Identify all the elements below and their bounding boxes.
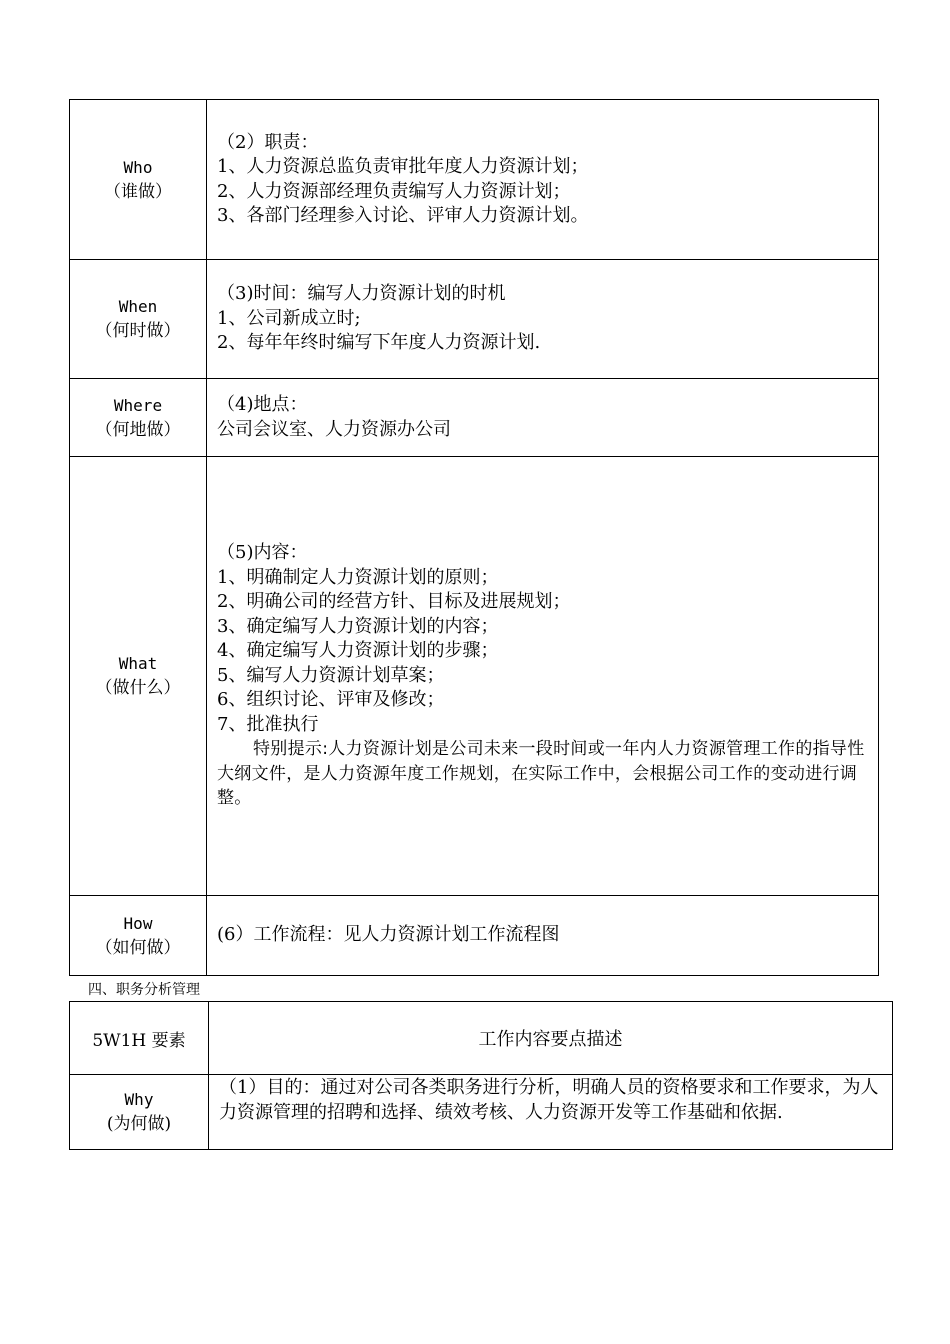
- content-line: （3)时间：编写人力资源计划的时机: [217, 283, 506, 305]
- row-label-what: [70, 457, 207, 896]
- content-line: 公司会议室、人力资源办公司: [217, 418, 451, 440]
- special-note: 特别提示:人力资源计划是公司未来一段时间或一年内人力资源管理工作的指导性大纲文件，是人力资源年度工作规划，在实际工作中，会根据公司工作的变动进行调整。: [217, 739, 865, 809]
- content-line: 3、各部门经理参入讨论、评审人力资源计划。: [217, 205, 589, 226]
- row-content-how: [207, 896, 879, 976]
- content-line: 2、人力资源部经理负责编写人力资源计划；: [217, 180, 571, 202]
- content-line: 1、人力资源总监负责审批年度人力资源计划；: [217, 156, 589, 177]
- label-en: What: [118, 654, 158, 673]
- label-en: How: [123, 913, 153, 933]
- row-label-where: [70, 379, 207, 457]
- row-label-why: [70, 1075, 209, 1150]
- header-element-column: 5W1H 要素: [70, 1002, 209, 1075]
- label-en: When: [118, 297, 158, 316]
- table-row-what: [70, 457, 879, 896]
- row-label-how: [70, 896, 207, 976]
- content-line: 6、组织讨论、评审及修改；: [217, 689, 445, 711]
- content-line: 4、确定编写人力资源计划的步骤；: [217, 640, 499, 662]
- content-line: （4)地点：: [217, 394, 308, 415]
- row-content-where: [207, 379, 879, 457]
- label-zh: （如何做）: [95, 937, 181, 958]
- label-zh: （谁做）: [104, 181, 172, 202]
- content-line: （2）职责：: [217, 131, 319, 153]
- content-line: （5)内容：: [217, 542, 308, 564]
- content-line: 2、明确公司的经营方针、目标及进展规划；: [217, 591, 571, 613]
- content-line: 3、确定编写人力资源计划的内容；: [217, 615, 499, 637]
- label-zh: (为何做): [106, 1114, 172, 1134]
- content-line: 2、每年年终时编写下年度人力资源计划.: [217, 332, 541, 354]
- row-content-who: [207, 100, 879, 260]
- content-line: 5、编写人力资源计划草案；: [217, 664, 445, 686]
- table-row-why: [70, 1075, 893, 1150]
- row-label-who: [70, 100, 207, 260]
- label-en: Who: [123, 157, 153, 177]
- table-header-row: [70, 1002, 893, 1075]
- table-row-where: [70, 379, 879, 457]
- row-content-why: （1）目的：通过对公司各类职务进行分析，明确人员的资格要求和工作要求，为人力资源管理的招聘和选择、绩效考核、人力资源开发等工作基础和依据.: [209, 1075, 893, 1150]
- row-label-when: [70, 260, 207, 379]
- content-line: (6）工作流程：见人力资源计划工作流程图: [217, 924, 560, 946]
- hr-plan-5w1h-table: [69, 99, 879, 976]
- table-row-who: [70, 100, 879, 260]
- content-line: 7、批准执行: [217, 713, 319, 735]
- label-en: Where: [113, 395, 163, 415]
- row-content-when: [207, 260, 879, 379]
- content-line: 1、公司新成立时;: [217, 307, 361, 329]
- header-description-column: 工作内容要点描述: [209, 1002, 893, 1075]
- label-zh: （何时做）: [95, 321, 181, 341]
- label-en: Why: [124, 1090, 154, 1109]
- content-line: 1、明确制定人力资源计划的原则；: [217, 566, 499, 588]
- label-zh: （何地做）: [95, 419, 181, 440]
- job-analysis-5w1h-table: [69, 1001, 893, 1150]
- table-row-when: [70, 260, 879, 379]
- section-heading: 四、职务分析管理: [88, 982, 200, 998]
- row-content-what: [207, 457, 879, 896]
- label-zh: （做什么）: [95, 678, 181, 698]
- table-row-how: [70, 896, 879, 976]
